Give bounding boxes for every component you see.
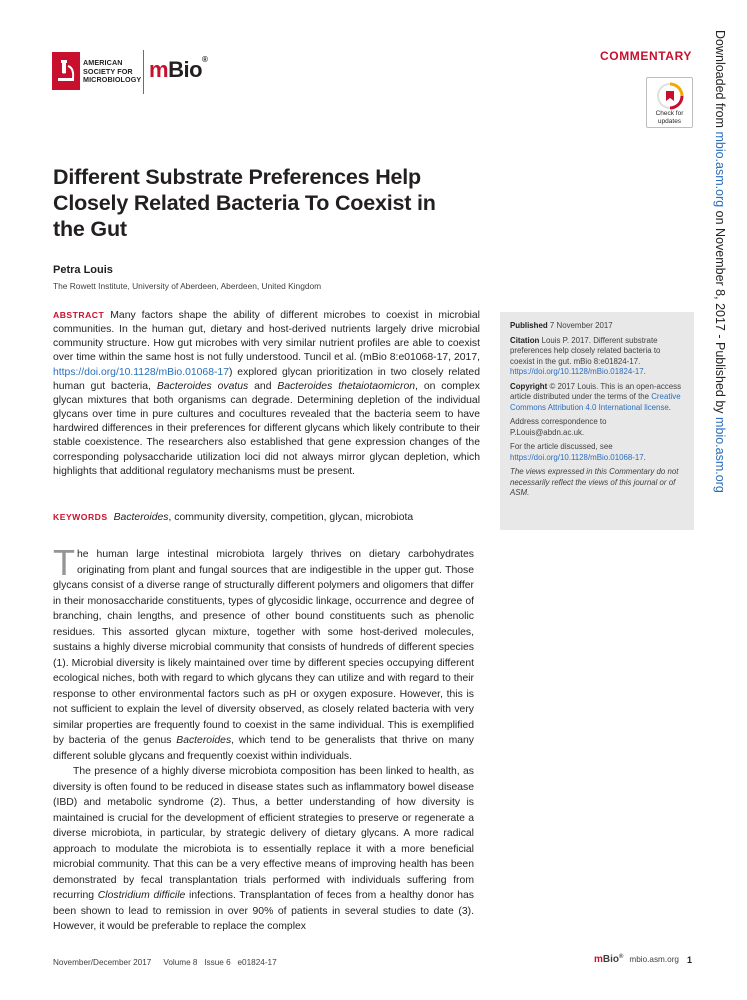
license-link[interactable]: Creative Commons Attribution 4.0 International license bbox=[510, 392, 681, 412]
body-text: infections. Transplantation of feces from a healthy donor has been shown to lead to remission in over 90% of patients in several studies to date (3). However, it would be preferable to replace the complex bbox=[53, 890, 474, 932]
abstract-doi-link[interactable]: https://doi.org/10.1128/mBio.01068-17 bbox=[53, 366, 229, 378]
section-label: COMMENTARY bbox=[600, 49, 692, 63]
views-note bbox=[510, 467, 686, 499]
drop-cap: T bbox=[53, 542, 75, 583]
published-label: Published bbox=[510, 321, 548, 330]
abstract-text: , on complex glycan mixtures that both organisms can degrade. Determining depletion of the individual glycans over time in pure cultures and cocultures revealed that the bacteria seem to have hardwired differences in their preferences for different glycans which likely contribute to their stable coexistence. The researchers also established that gene expression changes of the corresponding polysaccharide utilization loci did not always mirror glycan depletion, which highlights that additional regulatory mechanisms must be present. bbox=[53, 380, 480, 477]
footer-volume: Volume 8 Issue 6 e01824-17 bbox=[163, 958, 277, 967]
asm-society-name bbox=[83, 59, 141, 85]
keywords-text: , community diversity, competition, glycan, microbiota bbox=[168, 512, 414, 523]
banner-text: Downloaded from bbox=[713, 30, 727, 132]
mbio-logo-m: m bbox=[149, 57, 169, 82]
banner-text: on November 8, 2017 - Published by bbox=[713, 207, 727, 418]
footer-issue-info bbox=[53, 958, 277, 967]
keywords-label: KEYWORDS bbox=[53, 512, 108, 522]
check-updates-icon bbox=[656, 82, 684, 110]
asm-logo bbox=[52, 52, 140, 92]
footer-site-link[interactable]: mbio.asm.org bbox=[629, 955, 679, 964]
citation-line bbox=[510, 336, 686, 378]
article-info-box bbox=[500, 312, 694, 530]
author-affiliation: The Rowett Institute, University of Aberdeen, Aberdeen, United Kingdom bbox=[53, 281, 322, 291]
discussed-end: . bbox=[643, 452, 646, 462]
species-name: Clostridium difficile bbox=[97, 890, 186, 901]
society-line: SOCIETY FOR bbox=[83, 66, 133, 76]
logo-divider bbox=[143, 50, 144, 94]
mbio-logo-bio: Bio bbox=[168, 57, 203, 82]
species-name: Bacteroides ovatus bbox=[156, 380, 249, 392]
mbio-logo-reg: ® bbox=[202, 55, 208, 64]
keyword-genus: Bacteroides bbox=[113, 512, 169, 523]
asm-microscope-icon bbox=[52, 52, 80, 90]
copyright-label: Copyright bbox=[510, 381, 548, 391]
society-line: AMERICAN bbox=[83, 58, 123, 67]
body-text: , which tend to be generalists that thrive on many different soluble glycans and frequently coexist within individuals. bbox=[53, 735, 475, 762]
abstract-text: ) explored glycan prioritization in two closely related human gut bacteria, bbox=[53, 366, 480, 392]
footer-logo-bio: Bio bbox=[602, 954, 619, 965]
citation-doi-link[interactable]: https://doi.org/10.1128/mBio.01824-17 bbox=[510, 367, 644, 376]
check-updates-label bbox=[647, 110, 692, 125]
body-text: he human large intestinal microbiota largely thrives on dietary carbohydrates originating from plant and fungal sources that are indigestible in the upper gut. Those glycans consist of a diverse range of structurally different polymers and oligomers that differ in their monosaccharide constituents, types of glycosidic linkage, occurrence and degree of branching, chain lengths, and presence of other bound constituents such as phenolic residues. This assorted glycan mixture, together with some host-derived molecules, sustains a highly diverse microbial community that consists of hundreds of different species (1). Microbial diversity is likely maintained over time by different species occupying different ecological niches, both with regard to which glycans they can utilize and with regard to their response to other environmental factors such as pH or oxygen exposure. However, this is not sufficient to explain the level of diversity observed, as closely related bacteria with very similar properties are frequently found to coexist in the same individual. This is exemplified by bacteria of the genus bbox=[53, 549, 474, 746]
footer-mbio-logo bbox=[594, 954, 623, 965]
views-note-text: The views expressed in this Commentary do not necessarily reflect the views of this journal or of ASM. bbox=[510, 467, 679, 497]
body-paragraph bbox=[53, 542, 475, 764]
check-updates-line: updates bbox=[657, 117, 682, 125]
discussed-text: For the article discussed, see bbox=[510, 442, 613, 451]
species-name: Bacteroides thetaiotaomicron bbox=[277, 380, 416, 392]
page-number: 1 bbox=[686, 954, 692, 965]
check-for-updates-button[interactable] bbox=[646, 77, 693, 128]
copyright-end: . bbox=[668, 402, 671, 412]
correspondence-email: P.Louis@abdn.ac.uk. bbox=[510, 427, 585, 437]
footer-logo-reg: ® bbox=[618, 954, 624, 960]
footer-issue: November/December 2017 bbox=[53, 958, 152, 967]
discussed-line bbox=[510, 442, 686, 463]
correspondence-line bbox=[510, 417, 686, 438]
abstract bbox=[53, 308, 480, 479]
footer-logo-m: m bbox=[593, 954, 603, 965]
download-banner bbox=[708, 30, 732, 493]
copyright-text: © 2017 Louis. This is an open-access article distributed under the terms of the bbox=[510, 381, 682, 401]
body-paragraph bbox=[53, 764, 474, 935]
genus-name: Bacteroides bbox=[176, 735, 232, 746]
society-line: MICROBIOLOGY bbox=[83, 75, 142, 85]
body-text: The presence of a highly diverse microbiota composition has been linked to health, as diversity is often found to be reduced in disease states such as inflammatory bowel disease (IBD) and metabolic syndrome (2). Thus, a better understanding of how diversity is maintained is crucial for the development of efficient strategies to preserve or regenerate a diverse microbiota, in particular, by strategic delivery of dietary glycans. A more radical approach to modulate the microbiota is to essentially replace it with a more beneficial microbial community. That this can be a very effective means of improving health has been demonstrated by fecal transplantation trials performed with individuals suffering from recurring bbox=[53, 766, 474, 901]
check-updates-line: Check for bbox=[655, 110, 684, 117]
keywords bbox=[53, 510, 480, 525]
banner-link-mbio[interactable]: mbio.asm.org bbox=[713, 131, 727, 208]
citation-end: . bbox=[643, 367, 646, 376]
published-date: 7 November 2017 bbox=[549, 321, 613, 330]
abstract-text: and bbox=[248, 380, 278, 392]
abstract-label: ABSTRACT bbox=[53, 310, 105, 320]
footer-journal bbox=[594, 954, 692, 965]
author-name: Petra Louis bbox=[53, 264, 113, 276]
abstract-text: Many factors shape the ability of different microbes to coexist in microbial communities. In the human gut, dietary and host-derived nutrients largely drive microbial community structure. How gut microbes with very similar nutrient profiles are able to coexist over time within the same host is not fully understood. Tuncil et al. (mBio 8:e01068-17, 2017, bbox=[53, 310, 480, 364]
correspondence-text: Address correspondence to bbox=[510, 417, 607, 426]
mbio-logo bbox=[149, 57, 207, 83]
banner-link-mbio[interactable]: mbio.asm.org bbox=[713, 417, 727, 493]
published-line bbox=[510, 321, 686, 332]
article-title: Different Substrate Preferences Help Closely Related Bacteria To Coexist in the Gut bbox=[53, 165, 436, 241]
download-banner-text bbox=[708, 30, 732, 493]
citation-label: Citation bbox=[510, 335, 540, 345]
article-body bbox=[53, 542, 475, 935]
discussed-doi-link[interactable]: https://doi.org/10.1128/mBio.01068-17 bbox=[510, 452, 644, 462]
citation-text: Louis P. 2017. Different substrate preferences help closely related bacteria to coexist in the gut. mBio 8:e01824-17. bbox=[510, 335, 661, 366]
copyright-line bbox=[510, 382, 686, 414]
